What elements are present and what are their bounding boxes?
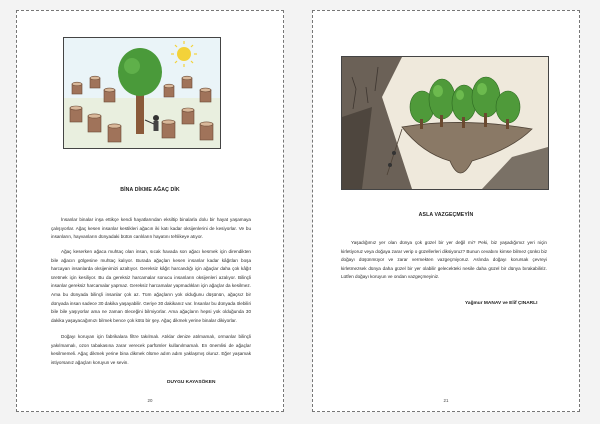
article-title: ASLA VAZGEÇMEYİN [418, 212, 474, 218]
paragraph: Ağaç keserken ağaca muhtaç olan insan, sıcak havada son ağacı kesmek için direndikten bile ağacın gölgesine muhtaç kalıyor. Burada ağaçları kesen insanlar kadar kâğıtları boşa harcayan insanlarda oksijenimizi azaltıyor. Gereksiz kâğıt harcandığı için ağaçlar daha çok kâğıt üretmek için kesiliyor. Bu da gereksiz harcamalar sonucu insanların oksijenleri azalıyor. Bilinçli insanlar gereksiz harcamalar yapmaz. Gereksiz harcamalar yapmadıkları için ağaçlar da kesilmez. Ama bu dünyada bilinçli insanlar çok az. Tüm ağaçların yok olduğunu düşünün, ağaçsız bir dünyada insan sadece 30 dakika yaşayabilir. Geriye 30 dakikanız var. İnsanlar bu dünyada ölebiliri bile bile yaşıyorlar ama ne zaman öleceğini bilmiyorlar. Ama ağaçların hepsi yok olduğunda 30 dakika yaşayacağımızı bilmek bence çok kötü bir şey. Ağaç dikmek yerine binalar dikiyorlar. [51, 249, 251, 323]
floating-forest-illustration [341, 56, 549, 190]
paragraph: İnsanlar binalar inşa ettikçe kendi hayatlarından eksiltip binalarla dolu bir hayat yaşamaya çalışıyorlar. Ağaç kesen insanlar kestikleri ağacın iki katı kadar oksijenlerini de kesiyorlar. Ve bu insanların, hayvanların dünyadaki bütün canlıların hayatını tehlikeye atıyor. [51, 217, 251, 240]
paragraph: Doğayı koruyan için fabrikalara filtre takılmalı. Atıklar denize atılmamalı, ormanlar bilinçli yakılmamalı, ozon tabakasına zarar verecek parfümler kullanılmamalı. En önemlisi de ağaçlar kesilmemeli. Ağaç dikmek yerine bina dikmek ölüme adım adım yaklaşmış oluruz. Eğer yaşamak istiyorsanız ağaçları koruyun ve sevin. [51, 334, 251, 365]
left-page [16, 10, 284, 412]
page-number: 21 [443, 398, 449, 403]
author-name: DUYGU KAYASÖKEN [167, 380, 216, 385]
right-page [312, 10, 580, 412]
tree-stumps-illustration [63, 37, 221, 149]
paragraph: Yaşadığımız yer olan dünya çok güzel bir yer değil mi? Peki, biz yaşadığımız yeri niçin kirletiyoruz veya doğaya zarar verip o güzellerleri diksiyoruz? Bunun cevabını kimse bilmez çünkü biz doğayı düşünmüyor ve zarar vermekten vazgeçmiyoruz. Aslında doğayı korursak çevreyi kirletmezsek dünya daha güzel bir yer olabilir gelecekteki nesile daha güzel bir dünya bırakabiliriz. Lütfen doğayı koruyun ve ondan vazgeçmeyiniz. [341, 240, 547, 280]
article-title: BİNA DİKME AĞAÇ DİK [120, 187, 180, 193]
author-name: Yağmur MANAV ve Elif ÇINARLI [465, 301, 538, 306]
page-number: 20 [147, 398, 153, 403]
